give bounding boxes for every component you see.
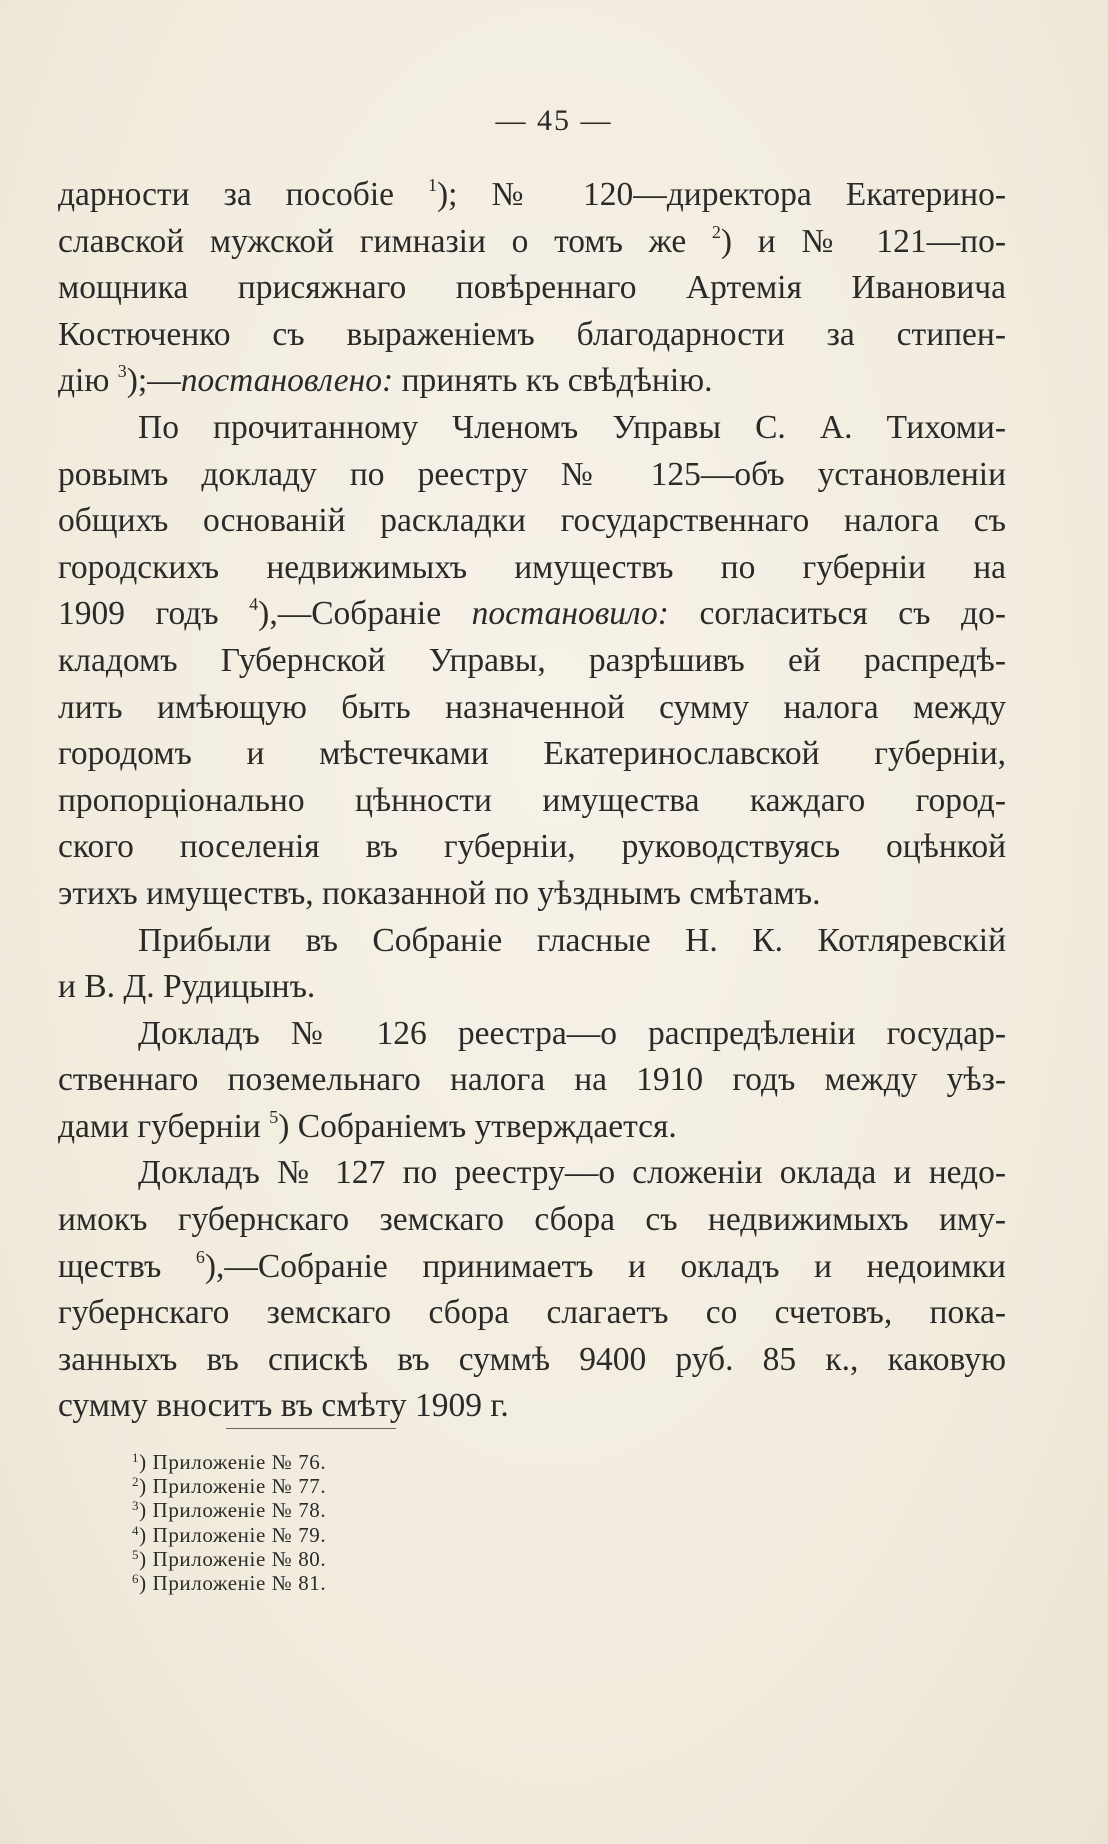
- text-segment: дію: [58, 362, 118, 400]
- footnote-number: 6: [132, 1571, 140, 1587]
- text-segment: ровымъ докладу по реестру № 125—объ установленіи: [58, 455, 1006, 493]
- text-line: [58, 1011, 1006, 1058]
- text-line: [58, 1197, 1006, 1244]
- text-segment: ) Собраніемъ утверждается.: [278, 1107, 677, 1145]
- text-segment: этихъ имуществъ, показанной по уѣзднымъ смѣтамъ.: [58, 874, 821, 912]
- text-line: [58, 871, 1006, 918]
- footnote-text: ) Приложеніе № 80.: [139, 1546, 327, 1571]
- text-segment: и В. Д. Рудицынъ.: [58, 968, 316, 1006]
- paragraph: [58, 405, 1006, 918]
- footnote-text: ) Приложеніе № 77.: [139, 1474, 327, 1499]
- body-text: [58, 172, 1006, 1430]
- text-line: [58, 219, 1006, 266]
- text-segment: 1909 годъ: [58, 595, 250, 633]
- text-line: [58, 265, 1006, 312]
- text-segment: Костюченко съ выраженіемъ благодарности за стипен-: [58, 315, 1006, 353]
- text-line: [58, 964, 1006, 1011]
- text-line: [58, 358, 1006, 405]
- paragraph-list: [58, 172, 1006, 1430]
- footnote: [132, 1571, 326, 1595]
- footnote-mark: 3: [117, 361, 127, 382]
- footnote-list: [132, 1450, 326, 1595]
- text-segment: сумму вноситъ въ смѣту 1909 г.: [58, 1387, 509, 1425]
- text-line: [58, 918, 1006, 965]
- footnote-text: ) Приложеніе № 76.: [139, 1450, 327, 1474]
- text-segment: ственнаго поземельнаго налога на 1910 годъ между уѣз-: [58, 1061, 1006, 1099]
- text-segment: дами губерніи: [58, 1107, 270, 1145]
- text-segment: ); № 120—директора Екатерино-: [437, 176, 1006, 213]
- text-segment: губернскаго земскаго сбора слагаетъ со счетовъ, пока-: [58, 1294, 1006, 1332]
- page-number: — 45 —: [495, 104, 613, 137]
- footnote-mark: 2: [711, 221, 721, 242]
- footnote-number: 4: [132, 1522, 140, 1538]
- footnote-mark: 4: [249, 594, 259, 615]
- paragraph: [58, 1011, 1006, 1151]
- footnote-mark: 6: [195, 1246, 205, 1267]
- text-segment: Докладъ № 127 по реестру—о сложеніи оклада и недо-: [138, 1154, 1006, 1192]
- text-segment: дарности за пособіе: [58, 176, 429, 213]
- text-line: [58, 591, 1006, 638]
- text-segment: Прибыли въ Собраніе гласные Н. К. Котляревскій: [138, 921, 1006, 959]
- text-segment: пропорціонально цѣнности имущества каждаго город-: [58, 781, 1006, 819]
- footnote-mark: 5: [269, 1106, 279, 1127]
- text-segment: );—: [126, 362, 181, 400]
- text-line: [58, 778, 1006, 825]
- text-segment: славской мужской гимназіи о томъ же: [58, 222, 712, 260]
- footnote-text: ) Приложеніе № 78.: [139, 1498, 327, 1523]
- text-line: [58, 1150, 1006, 1197]
- footnote: [132, 1523, 326, 1547]
- text-line: [58, 312, 1006, 359]
- text-segment: принять къ свѣдѣнію.: [393, 362, 713, 400]
- footnote-divider: [226, 1428, 396, 1429]
- footnote-mark: 1: [428, 175, 438, 195]
- text-line: [58, 1383, 1006, 1430]
- footnote: [132, 1498, 326, 1522]
- footnote: [132, 1547, 326, 1571]
- text-line: [58, 731, 1006, 778]
- text-segment: По прочитанному Членомъ Управы С. А. Тихоми-: [138, 408, 1006, 446]
- paragraph: [58, 918, 1006, 1011]
- text-segment: ществъ: [58, 1247, 196, 1285]
- text-line: [58, 498, 1006, 545]
- text-segment: ) и № 121—по-: [720, 222, 1006, 260]
- text-segment: общихъ основаній раскладки государственнаго налога съ: [58, 502, 1006, 540]
- text-segment: занныхъ въ спискѣ въ суммѣ 9400 руб. 85 к., каковую: [58, 1340, 1006, 1378]
- text-line: [58, 685, 1006, 732]
- text-line: [58, 1057, 1006, 1104]
- footnote: [132, 1450, 326, 1474]
- footnote-text: ) Приложеніе № 79.: [139, 1522, 327, 1547]
- footnote-text: ) Приложеніе № 81.: [139, 1571, 327, 1596]
- text-line: [58, 452, 1006, 499]
- text-segment: ),—Собраніе принимаетъ и окладъ и недоимки: [204, 1247, 1006, 1285]
- text-segment: кладомъ Губернской Управы, разрѣшивъ ей распредѣ-: [58, 641, 1006, 679]
- text-segment: ),—Собраніе: [258, 595, 472, 633]
- footnote-number: 2: [132, 1474, 140, 1490]
- footnote-number: 1: [132, 1450, 140, 1465]
- text-line: [58, 1104, 1006, 1151]
- text-segment: ского поселенія въ губерніи, руководствуясь оцѣнкой: [58, 828, 1006, 866]
- italic-text: постановило:: [471, 595, 669, 633]
- text-line: [58, 545, 1006, 592]
- footnote-number: 5: [132, 1546, 140, 1562]
- paragraph: [58, 172, 1006, 405]
- footnote-number: 3: [132, 1498, 140, 1514]
- text-segment: Докладъ № 126 реестра—о распредѣленіи государ-: [138, 1014, 1006, 1052]
- text-line: [58, 1244, 1006, 1291]
- text-line: [58, 824, 1006, 871]
- text-segment: мощника присяжнаго повѣреннаго Артемія Ивановича: [58, 269, 1006, 307]
- text-line: [58, 405, 1006, 452]
- text-line: [58, 638, 1006, 685]
- text-segment: лить имѣющую быть назначенной сумму налога между: [58, 688, 1006, 726]
- italic-text: постановлено:: [180, 362, 394, 400]
- text-line: [58, 1337, 1006, 1384]
- paragraph: [58, 1150, 1006, 1430]
- text-segment: городскихъ недвижимыхъ имуществъ по губерніи на: [58, 548, 1006, 586]
- footnote: [132, 1474, 326, 1498]
- text-segment: городомъ и мѣстечками Екатеринославской губерніи,: [58, 735, 1006, 773]
- text-line: [58, 1290, 1006, 1337]
- text-segment: согласиться съ до-: [668, 595, 1006, 633]
- text-segment: имокъ губернскаго земскаго сбора съ недвижимыхъ иму-: [58, 1201, 1006, 1239]
- text-line: [58, 172, 1006, 219]
